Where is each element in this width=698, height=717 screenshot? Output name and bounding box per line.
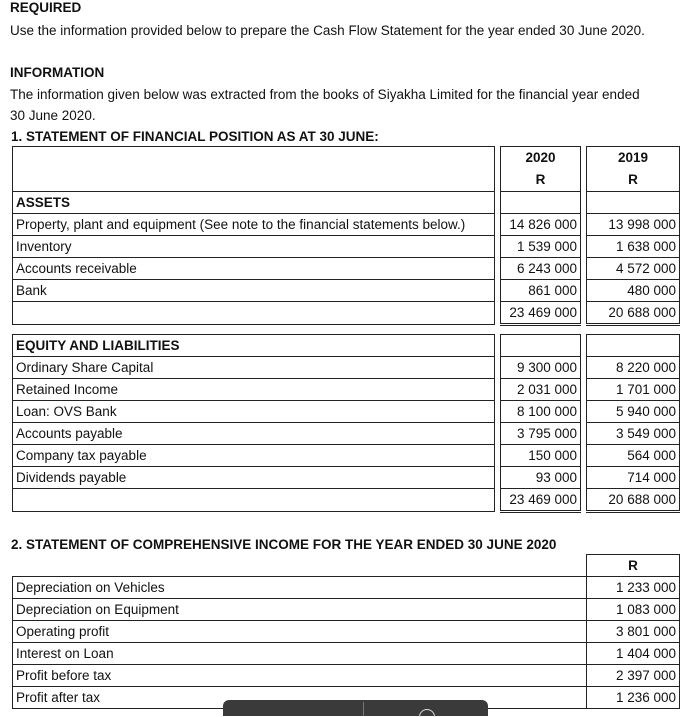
table-row — [13, 401, 680, 423]
information-line-2: 30 June 2020. — [10, 108, 96, 123]
value-2020: 3 795 000 — [501, 423, 581, 445]
sfp-col-2019: 2019 — [587, 147, 680, 170]
value-2020: 150 000 — [501, 445, 581, 467]
sci-currency: R — [587, 555, 680, 577]
sfp-header-blank — [13, 147, 495, 192]
assets-total-label — [13, 302, 495, 325]
sfp-header-row — [13, 147, 680, 170]
information-heading: INFORMATION — [10, 65, 105, 80]
row-value: 1 236 000 — [587, 687, 680, 709]
row-label: Accounts payable — [13, 423, 495, 445]
assets-total-row — [13, 302, 680, 325]
value-2020: 93 000 — [501, 467, 581, 489]
value-2020: 1 539 000 — [501, 236, 581, 258]
value-2019: 1 701 000 — [587, 379, 680, 401]
table-row — [13, 577, 680, 599]
row-label: Property, plant and equipment (See note to the financial statements below.) — [13, 214, 495, 236]
sfp-currency-2020: R — [501, 169, 581, 192]
table-row — [13, 357, 680, 379]
row-label: Profit before tax — [13, 665, 587, 687]
table-row — [13, 236, 680, 258]
table-row — [13, 445, 680, 467]
row-value: 1 233 000 — [587, 577, 680, 599]
value-2019: 480 000 — [587, 280, 680, 302]
sci-table — [12, 554, 680, 709]
equity-heading: EQUITY AND LIABILITIES — [13, 335, 495, 357]
table-row — [13, 379, 680, 401]
equity-total-2020: 23 469 000 — [501, 489, 581, 512]
required-text: Use the information provided below to prepare the Cash Flow Statement for the year ended 30 June 2020. — [10, 23, 645, 38]
row-label: Interest on Loan — [13, 643, 587, 665]
sfp-title: 1. STATEMENT OF FINANCIAL POSITION AS AT 30 JUNE: — [11, 129, 379, 144]
row-label: Loan: OVS Bank — [13, 401, 495, 423]
sfp-assets-heading-row — [13, 192, 680, 214]
value-2019: 564 000 — [587, 445, 680, 467]
row-label: Company tax payable — [13, 445, 495, 467]
value-2019: 5 940 000 — [587, 401, 680, 423]
floating-toolbar[interactable] — [223, 700, 488, 716]
sfp-col-2020: 2020 — [501, 147, 581, 170]
row-value: 1 083 000 — [587, 599, 680, 621]
row-value: 2 397 000 — [587, 665, 680, 687]
row-label: Ordinary Share Capital — [13, 357, 495, 379]
table-row — [13, 467, 680, 489]
row-label: Profit after tax — [13, 687, 587, 709]
table-row — [13, 214, 680, 236]
table-row — [13, 423, 680, 445]
sfp-table — [12, 146, 680, 513]
equity-total-2019: 20 688 000 — [587, 489, 680, 512]
assets-heading: ASSETS — [13, 192, 495, 214]
equity-total-label — [13, 489, 495, 512]
value-2020: 861 000 — [501, 280, 581, 302]
row-label: Depreciation on Equipment — [13, 599, 587, 621]
sci-title: 2. STATEMENT OF COMPREHENSIVE INCOME FOR THE YEAR ENDED 30 JUNE 2020 — [11, 537, 557, 552]
row-label: Operating profit — [13, 621, 587, 643]
value-2020: 6 243 000 — [501, 258, 581, 280]
row-label: Dividends payable — [13, 467, 495, 489]
table-row — [13, 599, 680, 621]
value-2019: 3 549 000 — [587, 423, 680, 445]
value-2019: 4 572 000 — [587, 258, 680, 280]
value-2019: 714 000 — [587, 467, 680, 489]
table-row — [13, 621, 680, 643]
value-2020: 14 826 000 — [501, 214, 581, 236]
information-line-1: The information given below was extracted from the books of Siyakha Limited for the financial year ended — [10, 87, 640, 102]
assets-total-2019: 20 688 000 — [587, 302, 680, 325]
value-2019: 13 998 000 — [587, 214, 680, 236]
sfp-equity-heading-row — [13, 335, 680, 357]
required-heading: REQUIRED — [10, 0, 82, 15]
equity-total-row — [13, 489, 680, 512]
table-row — [13, 665, 680, 687]
row-label: Accounts receivable — [13, 258, 495, 280]
table-row — [13, 643, 680, 665]
row-label: Bank — [13, 280, 495, 302]
row-label: Depreciation on Vehicles — [13, 577, 587, 599]
value-2020: 2 031 000 — [501, 379, 581, 401]
toolbar-divider — [363, 702, 364, 716]
table-row — [13, 280, 680, 302]
value-2020: 8 100 000 — [501, 401, 581, 423]
value-2019: 8 220 000 — [587, 357, 680, 379]
value-2019: 1 638 000 — [587, 236, 680, 258]
row-value: 1 404 000 — [587, 643, 680, 665]
sfp-currency-2019: R — [587, 169, 680, 192]
table-row — [13, 258, 680, 280]
row-label: Retained Income — [13, 379, 495, 401]
row-value: 3 801 000 — [587, 621, 680, 643]
value-2020: 9 300 000 — [501, 357, 581, 379]
assets-total-2020: 23 469 000 — [501, 302, 581, 325]
row-label: Inventory — [13, 236, 495, 258]
